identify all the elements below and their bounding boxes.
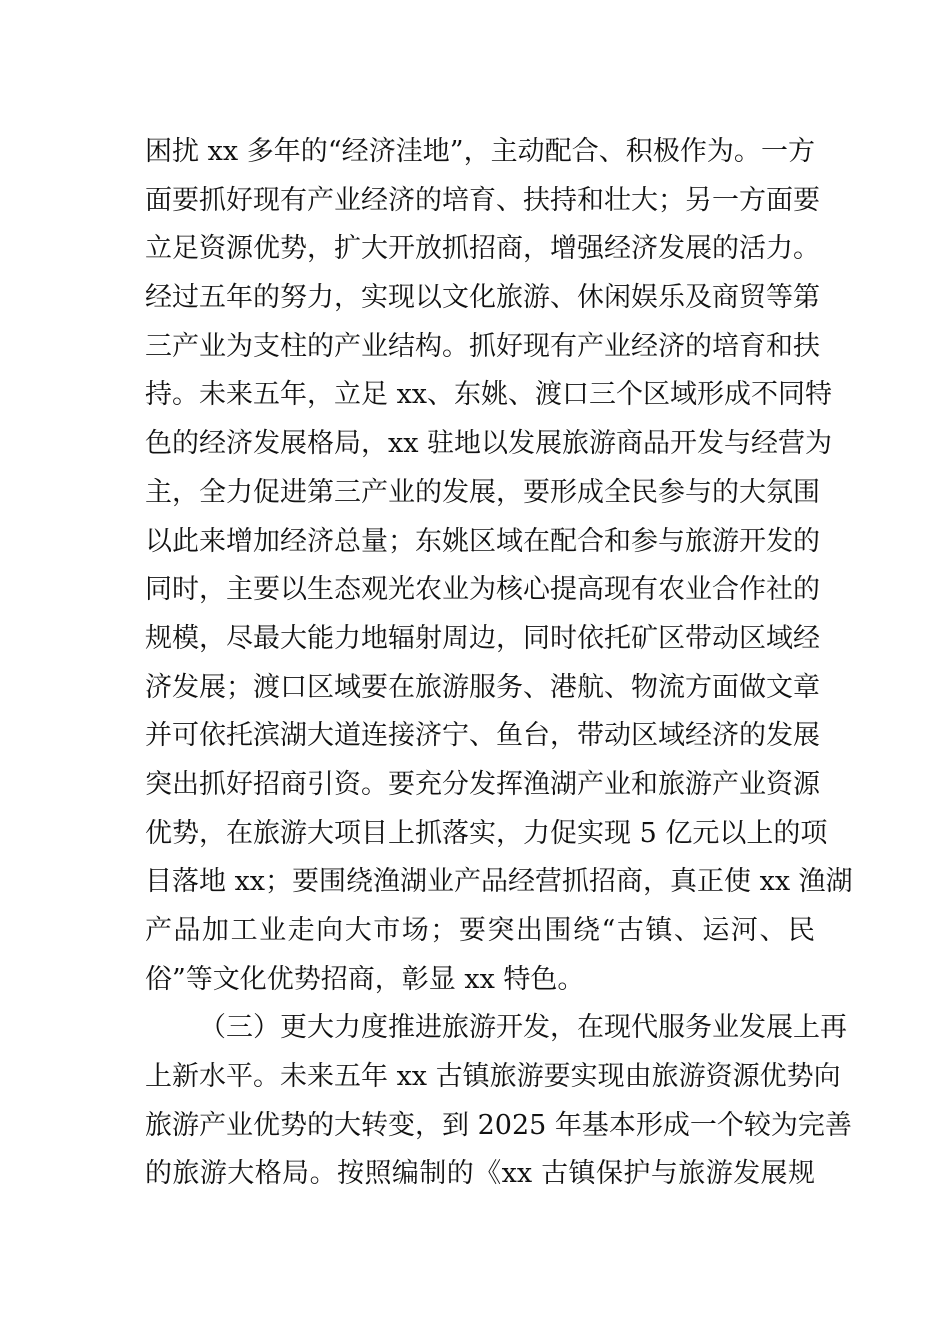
text-line: 目落地 xx；要围绕渔湖业产品经营抓招商，真正使 xx 渔湖 <box>145 866 853 898</box>
text-line: 优势，在旅游大项目上抓落实，力促实现 5 亿元以上的项 <box>145 817 828 849</box>
text-line: 突出抓好招商引资。要充分发挥渔湖产业和旅游产业资源 <box>145 768 820 800</box>
text-line: 同时，主要以生态观光农业为核心提高现有农业合作社的 <box>145 574 820 606</box>
text-line: 上新水平。未来五年 xx 古镇旅游要实现由旅游资源优势向 <box>145 1061 841 1093</box>
text-line: 济发展；渡口区域要在旅游服务、港航、物流方面做文章 <box>145 671 820 703</box>
text-line: 主，全力促进第三产业的发展，要形成全民参与的大氛围 <box>145 476 820 508</box>
text-line: 色的经济发展格局，xx 驻地以发展旅游商品开发与经营为 <box>145 428 833 460</box>
text-line: 旅游产业优势的大转变，到 2025 年基本形成一个较为完善 <box>145 1109 852 1141</box>
section-heading-line: （三）更大力度推进旅游开发，在现代服务业发展上再 <box>199 1012 847 1044</box>
text-line: 立足资源优势，扩大开放抓招商，增强经济发展的活力。 <box>145 233 820 265</box>
text-line: 俗”等文化优势招商，彰显 xx 特色。 <box>145 963 585 995</box>
text-line: 困扰 xx 多年的“经济洼地”，主动配合、积极作为。一方 <box>145 136 815 167</box>
text-line: 经过五年的努力，实现以文化旅游、休闲娱乐及商贸等第 <box>145 282 820 314</box>
text-line: 产品加工业走向大市场；要突出围绕“古镇、运河、民 <box>145 915 815 946</box>
text-line: 持。未来五年，立足 xx、东姚、渡口三个区域形成不同特 <box>145 379 833 411</box>
text-line: 并可依托滨湖大道连接济宁、鱼台，带动区域经济的发展 <box>145 720 820 752</box>
body-text <box>145 128 853 1199</box>
text-line: 的旅游大格局。按照编制的《xx 古镇保护与旅游发展规 <box>145 1158 815 1190</box>
text-line: 规模，尽最大能力地辐射周边，同时依托矿区带动区域经 <box>145 622 820 654</box>
text-line: 面要抓好现有产业经济的培育、扶持和壮大；另一方面要 <box>145 184 820 216</box>
text-line: 三产业为支柱的产业结构。抓好现有产业经济的培育和扶 <box>145 330 820 362</box>
text-line: 以此来增加经济总量；东姚区域在配合和参与旅游开发的 <box>145 525 820 557</box>
